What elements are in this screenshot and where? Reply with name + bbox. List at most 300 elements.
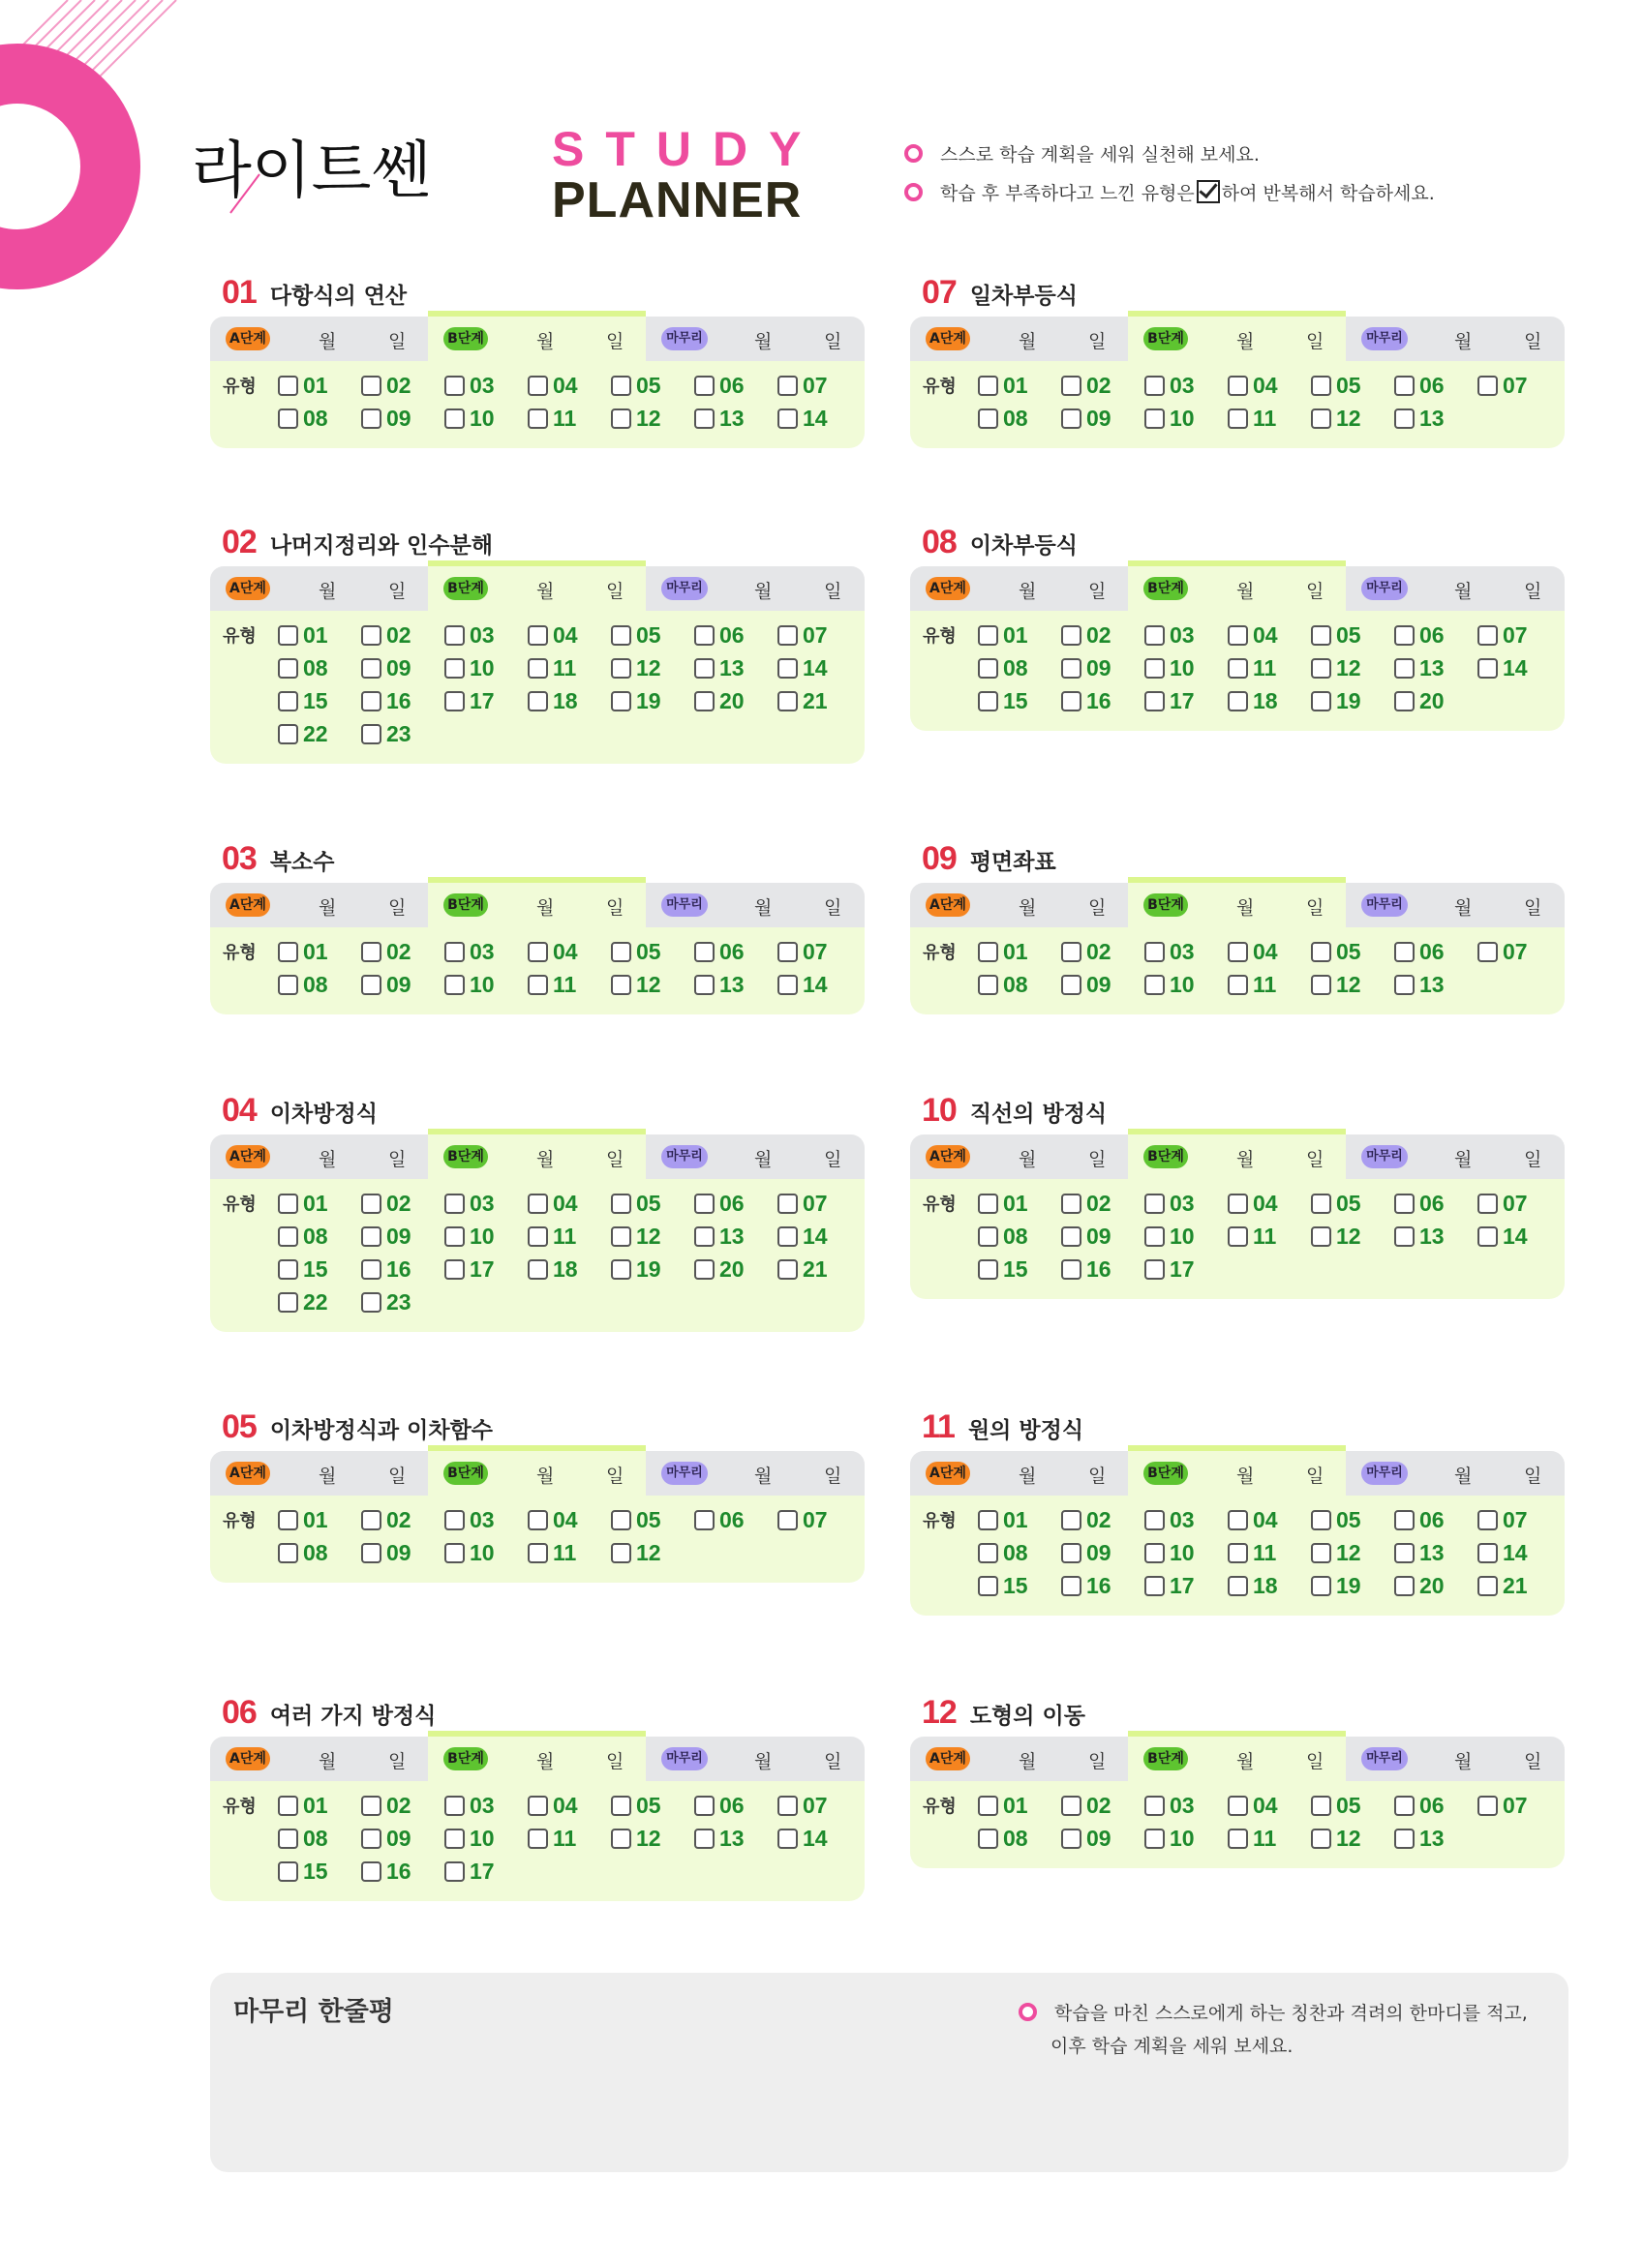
checkbox[interactable] xyxy=(361,975,381,995)
checkbox[interactable] xyxy=(1061,1576,1081,1596)
review-box[interactable] xyxy=(210,1973,1568,2172)
stage-review-day-field[interactable]: 일 xyxy=(1524,1149,1542,1170)
checkbox[interactable] xyxy=(361,1510,381,1530)
type-item[interactable] xyxy=(528,619,611,651)
stage-review-day-field[interactable]: 일 xyxy=(824,1466,842,1487)
type-item[interactable] xyxy=(528,1187,611,1220)
checkbox[interactable] xyxy=(1394,376,1415,396)
type-item[interactable] xyxy=(1477,1789,1561,1822)
checkbox[interactable] xyxy=(1144,1576,1165,1596)
type-item[interactable] xyxy=(1144,1253,1228,1285)
checkbox[interactable] xyxy=(1228,625,1248,646)
type-item[interactable] xyxy=(694,935,777,968)
checkbox[interactable] xyxy=(1311,1543,1331,1563)
type-item[interactable] xyxy=(978,968,1061,1001)
checkbox[interactable] xyxy=(1144,376,1165,396)
checkbox[interactable] xyxy=(978,1543,998,1563)
stage-b-day-field[interactable]: 일 xyxy=(1306,897,1324,919)
checkbox[interactable] xyxy=(278,658,298,679)
checkbox[interactable] xyxy=(777,1259,798,1280)
type-item[interactable] xyxy=(1061,619,1144,651)
checkbox[interactable] xyxy=(1477,1543,1498,1563)
type-item[interactable] xyxy=(361,619,444,651)
checkbox[interactable] xyxy=(1394,1576,1415,1596)
checkbox[interactable] xyxy=(1228,691,1248,711)
checkbox[interactable] xyxy=(361,691,381,711)
stage-b-day-field[interactable]: 일 xyxy=(606,897,624,919)
stage-a-month-field[interactable]: 월 xyxy=(1019,1149,1037,1170)
checkbox[interactable] xyxy=(694,975,715,995)
type-item[interactable] xyxy=(777,402,861,435)
stage-a-month-field[interactable]: 월 xyxy=(1019,331,1037,352)
stage-review-day-field[interactable]: 일 xyxy=(824,1149,842,1170)
checkbox[interactable] xyxy=(278,376,298,396)
checkbox[interactable] xyxy=(444,1543,465,1563)
stage-b-day-field[interactable]: 일 xyxy=(606,1751,624,1772)
checkbox[interactable] xyxy=(361,408,381,429)
type-item[interactable] xyxy=(1394,369,1477,402)
checkbox[interactable] xyxy=(1311,1796,1331,1816)
checkbox[interactable] xyxy=(1144,1543,1165,1563)
checkbox[interactable] xyxy=(1144,1829,1165,1849)
type-item[interactable] xyxy=(1061,1536,1144,1569)
checkbox[interactable] xyxy=(1311,625,1331,646)
type-item[interactable] xyxy=(611,402,694,435)
checkbox[interactable] xyxy=(777,376,798,396)
checkbox[interactable] xyxy=(1144,942,1165,962)
stage-a-month-field[interactable]: 월 xyxy=(1019,1751,1037,1772)
checkbox[interactable] xyxy=(694,1259,715,1280)
type-item[interactable] xyxy=(1394,1187,1477,1220)
stage-a-month-field[interactable]: 월 xyxy=(319,897,337,919)
stage-b-month-field[interactable]: 월 xyxy=(536,897,555,919)
checkbox[interactable] xyxy=(278,1292,298,1313)
checkbox[interactable] xyxy=(978,1576,998,1596)
type-item[interactable] xyxy=(1144,651,1228,684)
checkbox[interactable] xyxy=(361,625,381,646)
stage-b-month-field[interactable]: 월 xyxy=(536,581,555,602)
type-item[interactable] xyxy=(978,684,1061,717)
type-item[interactable] xyxy=(1394,684,1477,717)
checkbox[interactable] xyxy=(528,1259,548,1280)
checkbox[interactable] xyxy=(1477,376,1498,396)
type-item[interactable] xyxy=(1477,619,1561,651)
type-item[interactable] xyxy=(694,684,777,717)
type-item[interactable] xyxy=(1394,1789,1477,1822)
stage-b-month-field[interactable]: 월 xyxy=(536,1751,555,1772)
checkbox[interactable] xyxy=(1228,408,1248,429)
checkbox[interactable] xyxy=(444,942,465,962)
stage-a-month-field[interactable]: 월 xyxy=(1019,897,1037,919)
checkbox[interactable] xyxy=(528,658,548,679)
type-item[interactable] xyxy=(1394,1503,1477,1536)
type-item[interactable] xyxy=(1144,1822,1228,1855)
type-item[interactable] xyxy=(1311,1569,1394,1602)
type-item[interactable] xyxy=(978,619,1061,651)
stage-b-month-field[interactable]: 월 xyxy=(1236,1149,1255,1170)
checkbox[interactable] xyxy=(978,942,998,962)
checkbox[interactable] xyxy=(1228,942,1248,962)
stage-b-month-field[interactable]: 월 xyxy=(536,1466,555,1487)
checkbox[interactable] xyxy=(444,625,465,646)
type-item[interactable] xyxy=(361,369,444,402)
checkbox[interactable] xyxy=(611,658,631,679)
checkbox[interactable] xyxy=(611,625,631,646)
type-item[interactable] xyxy=(278,968,361,1001)
checkbox[interactable] xyxy=(361,1259,381,1280)
checkbox[interactable] xyxy=(1311,942,1331,962)
type-item[interactable] xyxy=(694,1220,777,1253)
checkbox[interactable] xyxy=(528,1829,548,1849)
checkbox[interactable] xyxy=(444,1259,465,1280)
stage-a-month-field[interactable]: 월 xyxy=(319,1466,337,1487)
type-item[interactable] xyxy=(978,651,1061,684)
type-item[interactable] xyxy=(1394,1569,1477,1602)
stage-a-month-field[interactable]: 월 xyxy=(1019,1466,1037,1487)
type-item[interactable] xyxy=(361,1187,444,1220)
type-item[interactable] xyxy=(528,651,611,684)
type-item[interactable] xyxy=(1144,1569,1228,1602)
checkbox[interactable] xyxy=(1311,1576,1331,1596)
type-item[interactable] xyxy=(444,1253,528,1285)
type-item[interactable] xyxy=(1311,369,1394,402)
type-item[interactable] xyxy=(444,968,528,1001)
checkbox[interactable] xyxy=(978,1259,998,1280)
type-item[interactable] xyxy=(361,1220,444,1253)
checkbox[interactable] xyxy=(528,1510,548,1530)
stage-review-day-field[interactable]: 일 xyxy=(1524,581,1542,602)
checkbox[interactable] xyxy=(611,1259,631,1280)
checkbox[interactable] xyxy=(1061,408,1081,429)
checkbox[interactable] xyxy=(1061,1194,1081,1214)
checkbox[interactable] xyxy=(278,975,298,995)
checkbox[interactable] xyxy=(1477,1194,1498,1214)
checkbox[interactable] xyxy=(611,408,631,429)
type-item[interactable] xyxy=(278,1789,361,1822)
type-item[interactable] xyxy=(278,1855,361,1888)
type-item[interactable] xyxy=(361,1855,444,1888)
checkbox[interactable] xyxy=(528,625,548,646)
checkbox[interactable] xyxy=(1394,975,1415,995)
stage-b-month-field[interactable]: 월 xyxy=(1236,331,1255,352)
type-item[interactable] xyxy=(1228,402,1311,435)
type-item[interactable] xyxy=(978,935,1061,968)
checkbox[interactable] xyxy=(444,1194,465,1214)
type-item[interactable] xyxy=(1311,1187,1394,1220)
stage-b-day-field[interactable]: 일 xyxy=(1306,1466,1324,1487)
type-item[interactable] xyxy=(611,1253,694,1285)
type-item[interactable] xyxy=(611,1187,694,1220)
checkbox[interactable] xyxy=(528,1543,548,1563)
type-item[interactable] xyxy=(1477,1536,1561,1569)
type-item[interactable] xyxy=(694,1187,777,1220)
type-item[interactable] xyxy=(777,619,861,651)
type-item[interactable] xyxy=(528,1789,611,1822)
stage-b-day-field[interactable]: 일 xyxy=(606,1466,624,1487)
type-item[interactable] xyxy=(1228,1187,1311,1220)
type-item[interactable] xyxy=(1144,1789,1228,1822)
checkbox[interactable] xyxy=(1144,1194,1165,1214)
type-item[interactable] xyxy=(444,935,528,968)
type-item[interactable] xyxy=(528,1536,611,1569)
type-item[interactable] xyxy=(1144,1536,1228,1569)
type-item[interactable] xyxy=(1144,1503,1228,1536)
stage-a-day-field[interactable]: 일 xyxy=(1088,1751,1107,1772)
type-item[interactable] xyxy=(278,1536,361,1569)
checkbox[interactable] xyxy=(361,658,381,679)
type-item[interactable] xyxy=(694,619,777,651)
type-item[interactable] xyxy=(1394,402,1477,435)
checkbox[interactable] xyxy=(528,942,548,962)
checkbox[interactable] xyxy=(528,408,548,429)
type-item[interactable] xyxy=(1228,1503,1311,1536)
type-item[interactable] xyxy=(611,1503,694,1536)
checkbox[interactable] xyxy=(278,1796,298,1816)
type-item[interactable] xyxy=(444,684,528,717)
type-item[interactable] xyxy=(361,1253,444,1285)
checkbox[interactable] xyxy=(1311,408,1331,429)
type-item[interactable] xyxy=(1061,1220,1144,1253)
type-item[interactable] xyxy=(444,1536,528,1569)
type-item[interactable] xyxy=(978,402,1061,435)
type-item[interactable] xyxy=(278,1285,361,1318)
stage-a-day-field[interactable]: 일 xyxy=(388,331,407,352)
checkbox[interactable] xyxy=(278,1259,298,1280)
checkbox[interactable] xyxy=(1228,1226,1248,1247)
checkbox[interactable] xyxy=(1144,1510,1165,1530)
checkbox[interactable] xyxy=(611,1796,631,1816)
type-item[interactable] xyxy=(978,1220,1061,1253)
checkbox[interactable] xyxy=(1228,1829,1248,1849)
type-item[interactable] xyxy=(1144,1220,1228,1253)
stage-a-month-field[interactable]: 월 xyxy=(319,1149,337,1170)
type-item[interactable] xyxy=(528,1503,611,1536)
checkbox[interactable] xyxy=(611,1510,631,1530)
type-item[interactable] xyxy=(777,1822,861,1855)
type-item[interactable] xyxy=(361,1822,444,1855)
type-item[interactable] xyxy=(1228,1822,1311,1855)
checkbox[interactable] xyxy=(978,1829,998,1849)
type-item[interactable] xyxy=(444,651,528,684)
checkbox[interactable] xyxy=(694,691,715,711)
checkbox[interactable] xyxy=(777,408,798,429)
stage-review-month-field[interactable]: 월 xyxy=(1454,1751,1473,1772)
type-item[interactable] xyxy=(611,1822,694,1855)
checkbox[interactable] xyxy=(1061,376,1081,396)
type-item[interactable] xyxy=(1394,1536,1477,1569)
type-item[interactable] xyxy=(611,1536,694,1569)
type-item[interactable] xyxy=(777,1789,861,1822)
type-item[interactable] xyxy=(278,651,361,684)
type-item[interactable] xyxy=(777,369,861,402)
stage-review-month-field[interactable]: 월 xyxy=(754,331,773,352)
stage-b-day-field[interactable]: 일 xyxy=(1306,1149,1324,1170)
checkbox[interactable] xyxy=(1228,1576,1248,1596)
checkbox[interactable] xyxy=(777,625,798,646)
checkbox[interactable] xyxy=(1144,658,1165,679)
stage-a-day-field[interactable]: 일 xyxy=(1088,331,1107,352)
type-item[interactable] xyxy=(611,651,694,684)
type-item[interactable] xyxy=(1144,935,1228,968)
checkbox[interactable] xyxy=(978,1510,998,1530)
checkbox[interactable] xyxy=(777,1510,798,1530)
stage-review-day-field[interactable]: 일 xyxy=(1524,897,1542,919)
type-item[interactable] xyxy=(611,1220,694,1253)
checkbox[interactable] xyxy=(1477,625,1498,646)
checkbox[interactable] xyxy=(361,942,381,962)
type-item[interactable] xyxy=(361,402,444,435)
type-item[interactable] xyxy=(694,1253,777,1285)
checkbox[interactable] xyxy=(278,1194,298,1214)
type-item[interactable] xyxy=(611,935,694,968)
checkbox[interactable] xyxy=(1311,975,1331,995)
type-item[interactable] xyxy=(1061,684,1144,717)
type-item[interactable] xyxy=(1228,1536,1311,1569)
stage-a-day-field[interactable]: 일 xyxy=(1088,1149,1107,1170)
type-item[interactable] xyxy=(978,1503,1061,1536)
type-item[interactable] xyxy=(1311,968,1394,1001)
type-item[interactable] xyxy=(611,684,694,717)
type-item[interactable] xyxy=(1144,968,1228,1001)
checkbox[interactable] xyxy=(1144,408,1165,429)
stage-a-month-field[interactable]: 월 xyxy=(319,581,337,602)
type-item[interactable] xyxy=(694,968,777,1001)
checkbox[interactable] xyxy=(1311,658,1331,679)
checkbox[interactable] xyxy=(978,408,998,429)
stage-b-day-field[interactable]: 일 xyxy=(606,331,624,352)
type-item[interactable] xyxy=(611,1789,694,1822)
checkbox[interactable] xyxy=(1477,1510,1498,1530)
type-item[interactable] xyxy=(1311,1220,1394,1253)
checkbox[interactable] xyxy=(278,1510,298,1530)
checkbox[interactable] xyxy=(978,1796,998,1816)
checkbox[interactable] xyxy=(1394,942,1415,962)
stage-b-day-field[interactable]: 일 xyxy=(1306,581,1324,602)
checkbox[interactable] xyxy=(694,942,715,962)
checkbox[interactable] xyxy=(278,691,298,711)
checkbox[interactable] xyxy=(1144,625,1165,646)
stage-review-month-field[interactable]: 월 xyxy=(1454,331,1473,352)
checkbox[interactable] xyxy=(694,625,715,646)
checkbox[interactable] xyxy=(278,942,298,962)
checkbox[interactable] xyxy=(1477,658,1498,679)
type-item[interactable] xyxy=(278,619,361,651)
checkbox[interactable] xyxy=(777,1796,798,1816)
type-item[interactable] xyxy=(978,1536,1061,1569)
checkbox[interactable] xyxy=(777,691,798,711)
checkbox[interactable] xyxy=(1394,1543,1415,1563)
type-item[interactable] xyxy=(278,1253,361,1285)
type-item[interactable] xyxy=(1311,1789,1394,1822)
checkbox[interactable] xyxy=(444,1226,465,1247)
checkbox[interactable] xyxy=(361,376,381,396)
stage-a-month-field[interactable]: 월 xyxy=(319,1751,337,1772)
checkbox[interactable] xyxy=(1477,1796,1498,1816)
checkbox[interactable] xyxy=(694,408,715,429)
type-item[interactable] xyxy=(1061,1822,1144,1855)
type-item[interactable] xyxy=(611,369,694,402)
checkbox[interactable] xyxy=(777,942,798,962)
stage-a-day-field[interactable]: 일 xyxy=(388,581,407,602)
checkbox[interactable] xyxy=(1061,658,1081,679)
stage-a-day-field[interactable]: 일 xyxy=(388,1466,407,1487)
stage-review-day-field[interactable]: 일 xyxy=(1524,1466,1542,1487)
type-item[interactable] xyxy=(278,1187,361,1220)
type-item[interactable] xyxy=(361,717,444,750)
stage-review-month-field[interactable]: 월 xyxy=(754,897,773,919)
checkbox[interactable] xyxy=(1144,1226,1165,1247)
type-item[interactable] xyxy=(978,1569,1061,1602)
type-item[interactable] xyxy=(694,1503,777,1536)
type-item[interactable] xyxy=(1144,1187,1228,1220)
type-item[interactable] xyxy=(444,1855,528,1888)
type-item[interactable] xyxy=(528,1822,611,1855)
type-item[interactable] xyxy=(1228,968,1311,1001)
type-item[interactable] xyxy=(444,402,528,435)
type-item[interactable] xyxy=(777,1253,861,1285)
checkbox[interactable] xyxy=(978,1194,998,1214)
checkbox[interactable] xyxy=(1394,691,1415,711)
type-item[interactable] xyxy=(444,619,528,651)
checkbox[interactable] xyxy=(444,691,465,711)
stage-a-day-field[interactable]: 일 xyxy=(1088,1466,1107,1487)
type-item[interactable] xyxy=(278,684,361,717)
type-item[interactable] xyxy=(528,935,611,968)
type-item[interactable] xyxy=(611,619,694,651)
stage-review-month-field[interactable]: 월 xyxy=(1454,1149,1473,1170)
checkbox[interactable] xyxy=(361,724,381,744)
type-item[interactable] xyxy=(777,684,861,717)
stage-a-day-field[interactable]: 일 xyxy=(388,897,407,919)
checkbox[interactable] xyxy=(611,1226,631,1247)
stage-review-month-field[interactable]: 월 xyxy=(754,1466,773,1487)
checkbox[interactable] xyxy=(777,1829,798,1849)
type-item[interactable] xyxy=(777,968,861,1001)
type-item[interactable] xyxy=(1477,1503,1561,1536)
checkbox[interactable] xyxy=(278,1829,298,1849)
stage-review-month-field[interactable]: 월 xyxy=(1454,1466,1473,1487)
type-item[interactable] xyxy=(1144,684,1228,717)
type-item[interactable] xyxy=(1394,968,1477,1001)
type-item[interactable] xyxy=(1477,935,1561,968)
checkbox[interactable] xyxy=(1311,1226,1331,1247)
stage-review-month-field[interactable]: 월 xyxy=(754,1751,773,1772)
checkbox[interactable] xyxy=(694,1226,715,1247)
type-item[interactable] xyxy=(1061,935,1144,968)
checkbox[interactable] xyxy=(777,1194,798,1214)
checkbox[interactable] xyxy=(444,1510,465,1530)
type-item[interactable] xyxy=(1311,684,1394,717)
checkbox[interactable] xyxy=(1061,1510,1081,1530)
checkbox[interactable] xyxy=(278,724,298,744)
checkbox[interactable] xyxy=(978,691,998,711)
type-item[interactable] xyxy=(444,1220,528,1253)
checkbox[interactable] xyxy=(777,658,798,679)
stage-b-month-field[interactable]: 월 xyxy=(1236,897,1255,919)
stage-b-month-field[interactable]: 월 xyxy=(536,1149,555,1170)
type-item[interactable] xyxy=(361,651,444,684)
checkbox[interactable] xyxy=(978,625,998,646)
type-item[interactable] xyxy=(278,402,361,435)
checkbox[interactable] xyxy=(1228,1543,1248,1563)
checkbox[interactable] xyxy=(444,1861,465,1882)
checkbox[interactable] xyxy=(528,1194,548,1214)
type-item[interactable] xyxy=(1477,1569,1561,1602)
type-item[interactable] xyxy=(1228,1789,1311,1822)
checkbox[interactable] xyxy=(978,1226,998,1247)
type-item[interactable] xyxy=(1144,369,1228,402)
type-item[interactable] xyxy=(1061,968,1144,1001)
